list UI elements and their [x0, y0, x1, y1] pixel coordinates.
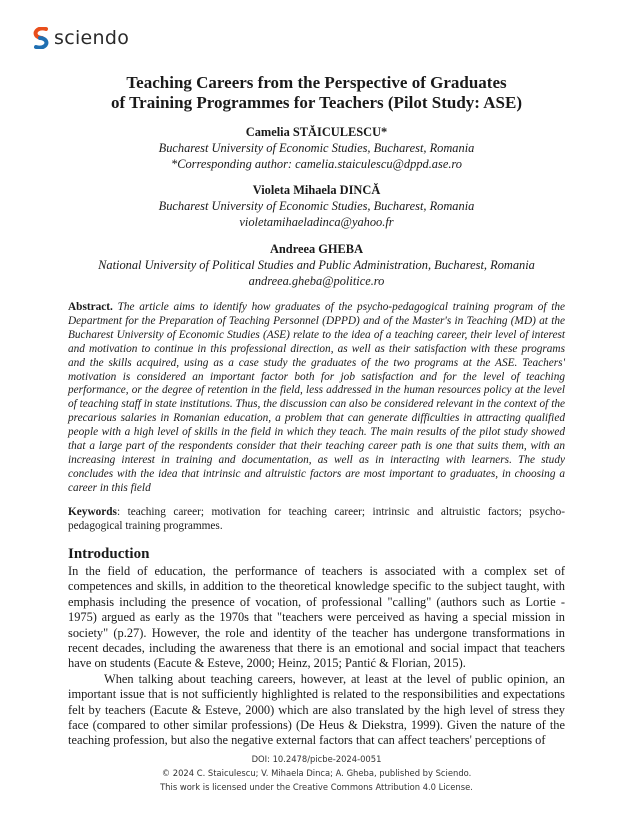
paper-title	[60, 73, 573, 113]
abstract-text: The article aims to identify how graduates of the psycho-pedagogical training program of the Department for the Preparation of Teaching Personnel (DPPD) and of the Master's in Teaching (MD) at the Bucharest University of Economic Studies (ASE) relate to the idea of a teaching career, their level of interest and motivation to continue in this professional direction, as well as their satisfaction with these programs and the skills acquired, using as a case study the graduates of the two programs at the ASE. Teachers' motivation is considered an important factor both for job satisfaction and for the level of teaching performance, or the degree of retention in the field, less addressed in the human resources policy at the level of teaching staff in state institutions. Thus, the discussion can also be considered relevant in the context of the precarious salaries in Romanian education, a problem that can generate difficulties in attracting qualified people with a high level of skills in the field in which they teach. The main results of the pilot study showed that a large part of the respondents consider that their teaching career path is one that suits them, with an increasing interest in training and documentation, as well as in interacting with learners. The study concludes with the idea that intrinsic and altruistic factors are most important to graduates, in choosing a career in this field	[68, 301, 565, 494]
author-3	[60, 241, 573, 289]
author-affiliation: National University of Political Studies and Public Administration, Bucharest, Romania	[98, 258, 535, 272]
keywords-label: Keywords	[68, 506, 117, 518]
keywords-text: : teaching career; motivation for teaching career; intrinsic and altruistic factors; psycho-pedagogical training programmes.	[68, 506, 565, 532]
introduction-body	[68, 564, 565, 749]
doi: DOI: 10.2478/picbe-2024-0051	[251, 754, 382, 764]
abstract	[68, 301, 565, 496]
license: This work is licensed under the Creative Commons Attribution 4.0 License.	[160, 782, 473, 792]
sciendo-logo-icon	[33, 27, 49, 49]
author-name: Andreea GHEBA	[269, 242, 364, 256]
sciendo-logo	[33, 27, 129, 49]
author-contact: *Corresponding author: camelia.staiculescu@dppd.ase.ro	[171, 157, 462, 171]
keywords	[68, 505, 565, 533]
brand-name: sciendo	[54, 27, 130, 49]
page-footer	[60, 752, 573, 794]
author-1	[60, 124, 573, 172]
author-contact: andreea.gheba@politice.ro	[248, 274, 385, 288]
copyright: © 2024 C. Staiculescu; V. Mihaela Dinca; A. Gheba, published by Sciendo.	[161, 768, 472, 778]
author-affiliation: Bucharest University of Economic Studies, Bucharest, Romania	[158, 199, 475, 213]
author-contact: violetamihaeladinca@yahoo.fr	[239, 215, 394, 229]
author-name: Camelia STĂICULESCU*	[245, 125, 388, 139]
title-line-2: of Training Programmes for Teachers (Pilot Study: ASE)	[111, 93, 522, 112]
paragraph: When talking about teaching careers, however, at least at the level of public opinion, an important issue that is not sufficiently highlighted is related to the responsibilities and expectations felt by teachers (Eacute & Esteve, 2000) which are also translated by the high level of stress they face (compared to other similar professions) (De Heus & Diekstra, 1999). Given the nature of the teaching profession, but also the negative external factors that can affect teachers' perceptions of	[68, 671, 565, 748]
author-name: Violeta Mihaela DINCĂ	[252, 183, 381, 197]
section-heading-introduction: Introduction	[68, 546, 150, 562]
paragraph: In the field of education, the performance of teachers is associated with a complex set of competences and skills, in addition to the theoretical knowledge specific to the subject taught, with emphasis including the presence of vocation, of professional "calling" (authors such as Lortie - 1975) argued as early as the 1970s that "teachers were perceived as having a special mission in society" (p.27). However, the role and identity of the teacher has undergone transformations in recent decades, including the awareness that there is an emotional and social impact that teachers have on students (Eacute & Esteve, 2000; Heinz, 2015; Pantić & Florian, 2015).	[68, 564, 565, 671]
title-line-1: Teaching Careers from the Perspective of Graduates	[126, 73, 507, 92]
author-affiliation: Bucharest University of Economic Studies, Bucharest, Romania	[158, 141, 475, 155]
author-2	[60, 182, 573, 230]
abstract-label: Abstract.	[68, 301, 113, 313]
